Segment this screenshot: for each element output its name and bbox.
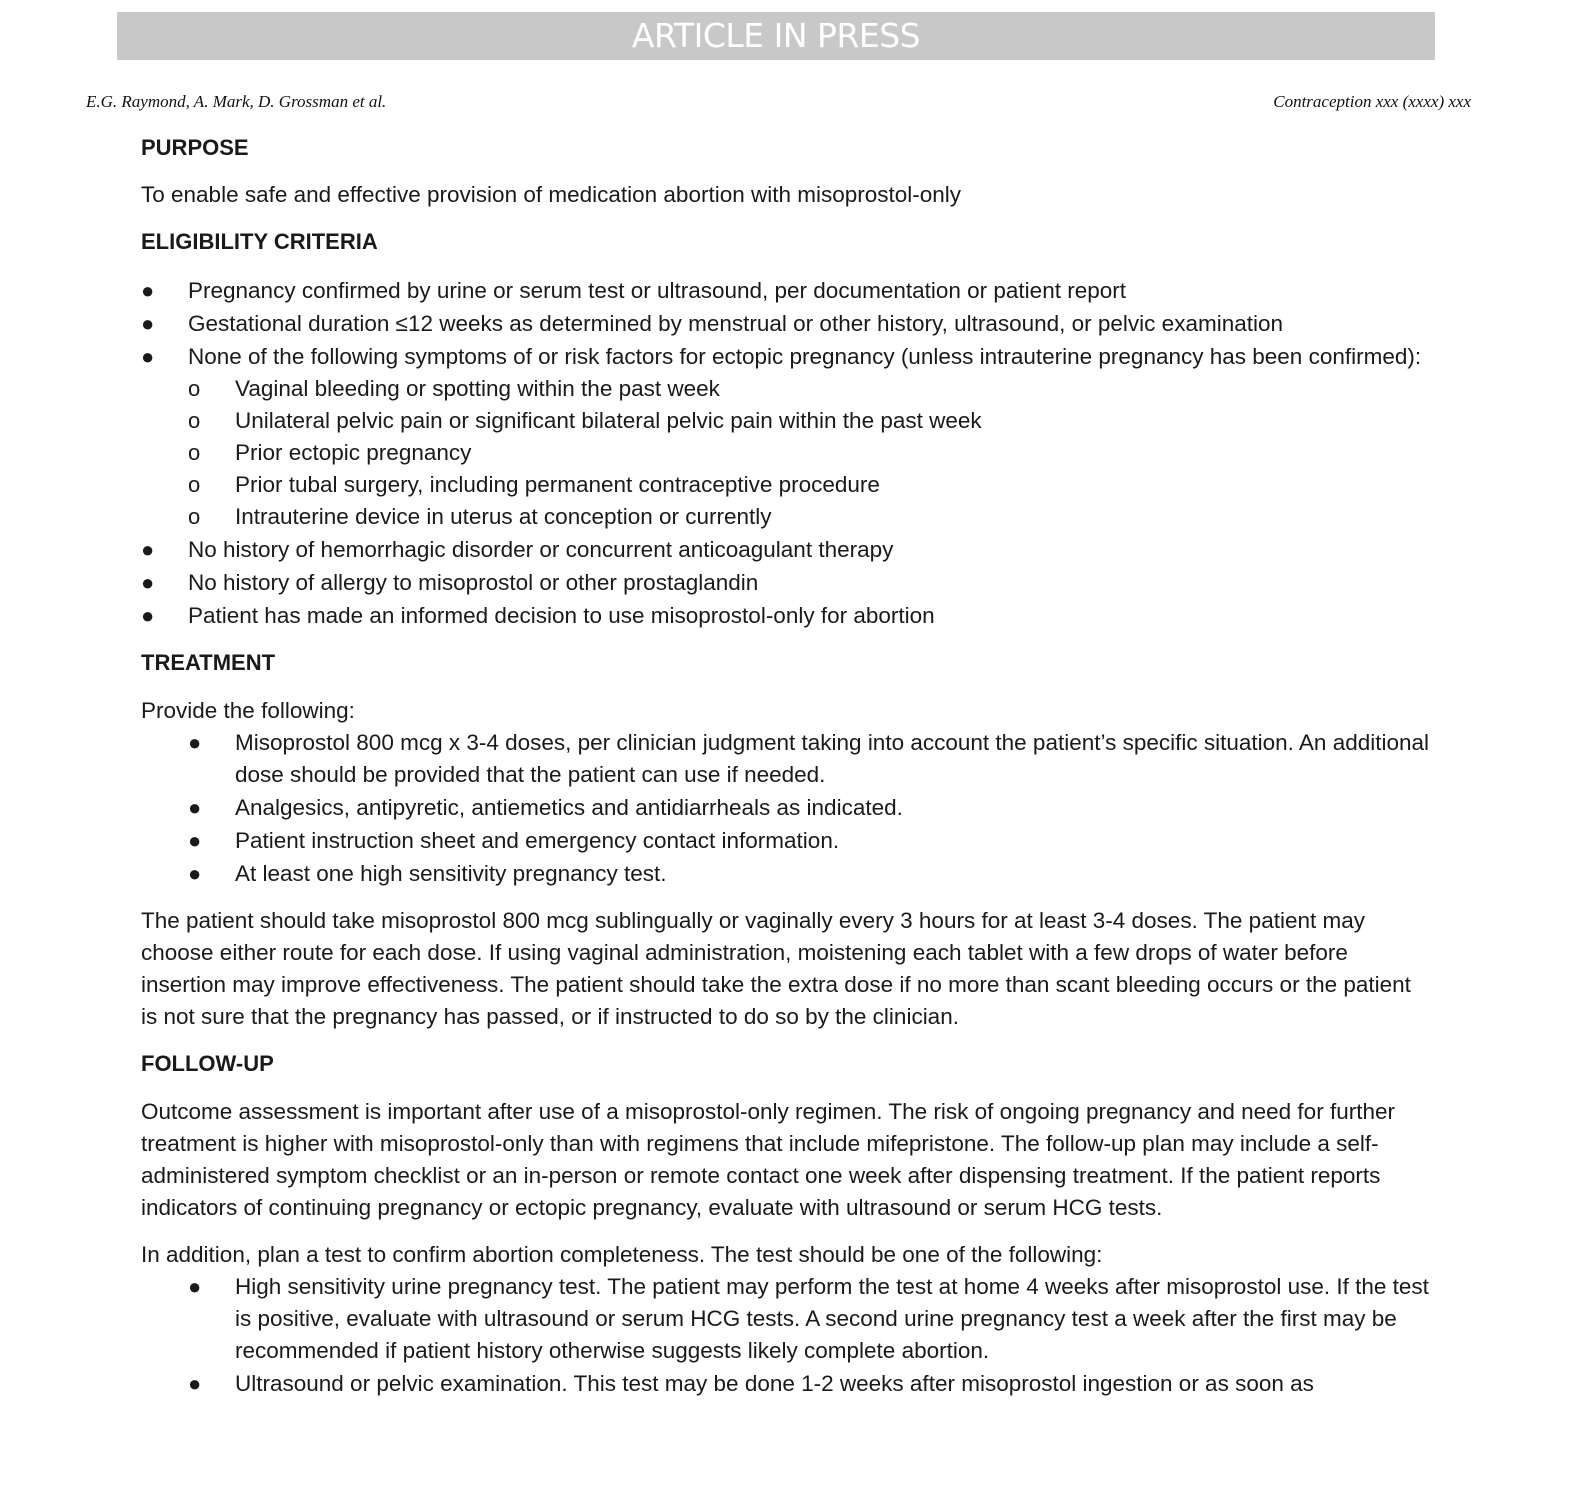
document-body: [141, 130, 1431, 1400]
list-item-text: Pregnancy confirmed by urine or serum test or ultrasound, per documentation or patient report: [188, 278, 1126, 303]
followup-paragraph-2: In addition, plan a test to confirm abortion completeness. The test should be one of the following:: [141, 1242, 1103, 1267]
list-item: [141, 567, 1431, 599]
bullet-icon: ●: [188, 1274, 202, 1299]
bullet-icon: ●: [188, 828, 202, 853]
circle-bullet-icon: o: [188, 472, 201, 497]
list-item: [141, 1368, 1431, 1400]
list-item: [141, 858, 1431, 890]
bullet-icon: ●: [188, 861, 202, 886]
list-item: [141, 275, 1431, 307]
bullet-icon: ●: [141, 278, 155, 303]
treatment-heading: TREATMENT: [141, 650, 276, 675]
eligibility-list-continued: [141, 534, 1431, 632]
treatment-paragraph: The patient should take misoprostol 800 mcg sublingually or vaginally every 3 hours for at least 3-4 doses. The patient may choose either route for each dose. If using vaginal administration, moistening each tablet with a few drops of water before insertion may improve effectiveness. The patient should take the extra dose if no more than scant bleeding occurs or the patient is not sure that the pregnancy has passed, or if instructed to do so by the clinician.: [141, 908, 1411, 1029]
followup-heading: FOLLOW-UP: [141, 1051, 274, 1076]
list-item: [141, 437, 1431, 469]
list-item: [141, 405, 1431, 437]
bullet-icon: ●: [141, 311, 155, 336]
bullet-icon: ●: [188, 795, 202, 820]
list-item-text: Analgesics, antipyretic, antiemetics and antidiarrheals as indicated.: [235, 795, 903, 820]
bullet-icon: ●: [141, 570, 155, 595]
running-head-journal: Contraception xxx (xxxx) xxx: [1273, 92, 1471, 111]
list-item-text: Patient instruction sheet and emergency contact information.: [235, 828, 840, 853]
circle-bullet-icon: o: [188, 376, 201, 401]
list-item-text: High sensitivity urine pregnancy test. The patient may perform the test at home 4 weeks after misoprostol use. If the test is positive, evaluate with ultrasound or serum HCG tests. A second urine pregnancy test a week after the first may be recommended if patient history otherwise suggests likely complete abortion.: [235, 1274, 1429, 1363]
list-item-text: Gestational duration ≤12 weeks as determined by menstrual or other history, ultrasound, or pelvic examination: [188, 311, 1283, 336]
list-item-text: No history of allergy to misoprostol or other prostaglandin: [188, 570, 759, 595]
followup-paragraph-1: Outcome assessment is important after use of a misoprostol-only regimen. The risk of ongoing pregnancy and need for further treatment is higher with misoprostol-only than with regimens that include mifepristone. The follow-up plan may include a self-administered symptom checklist or an in-person or remote contact one week after dispensing treatment. If the patient reports indicators of continuing pregnancy or ectopic pregnancy, evaluate with ultrasound or serum HCG tests.: [141, 1099, 1395, 1220]
list-item-text: Misoprostol 800 mcg x 3-4 doses, per clinician judgment taking into account the patient’s specific situation. An additional dose should be provided that the patient can use if needed.: [235, 730, 1430, 787]
list-item: [141, 1271, 1431, 1367]
circle-bullet-icon: o: [188, 408, 201, 433]
circle-bullet-icon: o: [188, 440, 201, 465]
treatment-intro: Provide the following:: [141, 698, 355, 723]
list-item-text: Unilateral pelvic pain or significant bilateral pelvic pain within the past week: [235, 408, 982, 433]
list-item-text: At least one high sensitivity pregnancy test.: [235, 861, 667, 886]
bullet-icon: ●: [141, 603, 155, 628]
list-item-text: Intrauterine device in uterus at conception or currently: [235, 504, 772, 529]
list-item-text: None of the following symptoms of or risk factors for ectopic pregnancy (unless intrauterine pregnancy has been confirmed):: [188, 344, 1422, 369]
bullet-icon: ●: [188, 730, 202, 755]
list-item: [141, 308, 1431, 340]
eligibility-list: [141, 275, 1431, 373]
purpose-heading: PURPOSE: [141, 135, 249, 160]
bullet-icon: ●: [141, 344, 155, 369]
followup-list: [141, 1271, 1431, 1400]
list-item-text: Patient has made an informed decision to use misoprostol-only for abortion: [188, 603, 935, 628]
eligibility-heading: ELIGIBILITY CRITERIA: [141, 229, 378, 254]
list-item: [141, 727, 1431, 791]
treatment-list: [141, 727, 1431, 890]
purpose-text: To enable safe and effective provision of medication abortion with misoprostol-only: [141, 182, 962, 207]
article-in-press-banner: ARTICLE IN PRESS: [117, 12, 1435, 60]
list-item: [141, 534, 1431, 566]
list-item-text: Ultrasound or pelvic examination. This test may be done 1-2 weeks after misoprostol ingestion or as soon as: [235, 1371, 1314, 1396]
bullet-icon: ●: [141, 537, 155, 562]
list-item: [141, 792, 1431, 824]
list-item-text: Vaginal bleeding or spotting within the past week: [235, 376, 720, 401]
list-item: [141, 501, 1431, 533]
list-item: [141, 600, 1431, 632]
list-item: [141, 341, 1431, 373]
list-item: [141, 825, 1431, 857]
list-item-text: Prior ectopic pregnancy: [235, 440, 472, 465]
ectopic-risk-list: [141, 373, 1431, 533]
bullet-icon: ●: [188, 1371, 202, 1396]
list-item-text: No history of hemorrhagic disorder or concurrent anticoagulant therapy: [188, 537, 894, 562]
list-item: [141, 469, 1431, 501]
list-item: [141, 373, 1431, 405]
list-item-text: Prior tubal surgery, including permanent contraceptive procedure: [235, 472, 880, 497]
circle-bullet-icon: o: [188, 504, 201, 529]
running-head-authors: E.G. Raymond, A. Mark, D. Grossman et al.: [86, 92, 387, 111]
